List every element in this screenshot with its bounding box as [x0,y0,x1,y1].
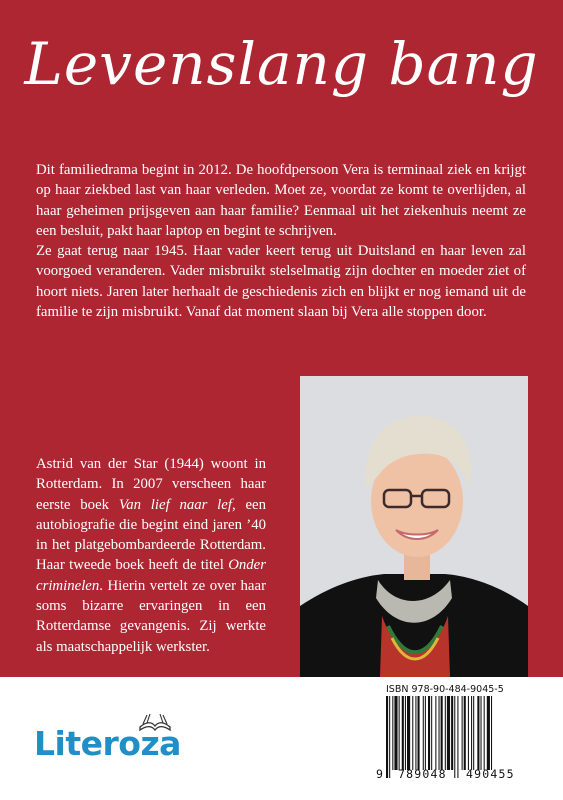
barcode-bar [471,696,472,770]
bio-book-title-2: Onder criminelen [36,557,266,594]
barcode-bar [441,696,443,770]
isbn-label: ISBN 978-90-484-9045-5 [386,684,504,695]
barcode-bar [389,696,390,778]
barcode-bar [405,696,406,770]
barcode-bar [447,696,450,770]
barcode-bar [431,696,432,770]
book-title: Levenslang bang [24,30,539,98]
barcode-bar [451,696,453,770]
barcode-digits-right: 490455 [466,767,515,781]
barcode-bar [468,696,469,770]
barcode-digits-left: 789048 [398,767,447,781]
blurb [36,160,526,322]
barcode-bar [415,696,416,770]
barcode-bar [439,696,440,770]
author-photo [300,376,528,677]
bio-text-1: Astrid van der Star (1944) woont in Rotterdam. In 2007 verscheen haar eerste boek [36,456,266,513]
barcode-bar [473,696,474,770]
barcode-bar [462,696,463,770]
barcode-block [376,683,542,791]
barcode-bar [386,696,388,778]
bio-book-title-1: Van lief naar lef [118,496,232,513]
barcode-bar [454,696,455,778]
barcode-bar [445,696,446,770]
barcode-bar [418,696,420,770]
barcode-bar [412,696,413,770]
barcode-bar [481,696,482,770]
publisher-name: Literoza [34,724,181,763]
barcode-bar [491,696,492,770]
barcode-digit-first: 9 [376,767,383,781]
barcode-bar [394,696,397,770]
barcode-bar [425,696,426,770]
barcode-bar [423,696,424,770]
barcode-bar [464,696,466,770]
barcode-bar [392,696,393,770]
barcode [384,696,534,778]
barcode-bar [457,696,458,778]
bio-text-2: , een autobiografie die begint eind jaren ’40 in het platgebombardeerde Rotterdam. Haar tweede boek heeft de titel [36,496,266,574]
barcode-bar [477,696,479,770]
barcode-bar [435,696,436,770]
author-bio [36,454,266,657]
bio-text-3: . Hierin vertelt ze over haar soms bizarre ervaringen in een Rotterdamse gevangenis. Zij werkte als maatschappelijk werkster. [36,577,266,655]
author-portrait-illustration [300,376,528,677]
blurb-paragraph-1: Dit familiedrama begint in 2012. De hoofdpersoon Vera is terminaal ziek en krijgt op haar ziekbed last van haar verleden. Moet ze, voordat ze komt te overlijden, al haar geheimen prijsgeven aan haar familie? Eenmaal uit het ziekenhuis neemt ze een besluit, pakt haar laptop en begint te schrijven. [36,162,526,239]
author-bio-text [36,454,266,657]
barcode-bar [487,696,490,770]
barcode-bar [402,696,404,770]
publisher-logo [34,710,204,770]
barcode-bar [407,696,410,770]
barcode-bar [484,696,485,770]
blurb-paragraph-2: Ze gaat terug naar 1945. Haar vader keert terug uit Duitsland en haar leven zal voorgoed veranderen. Vader misbruikt stelselmatig zijn dochter en moeder ziet of hoort niets. Jaren later herhaalt de geschiedenis zich en blijkt er nog iemand uit de familie te zijn misbruikt. Vanaf dat moment slaan bij Vera alle stoppen door. [36,243,526,321]
barcode-bar [399,696,400,770]
barcode-bar [428,696,430,770]
